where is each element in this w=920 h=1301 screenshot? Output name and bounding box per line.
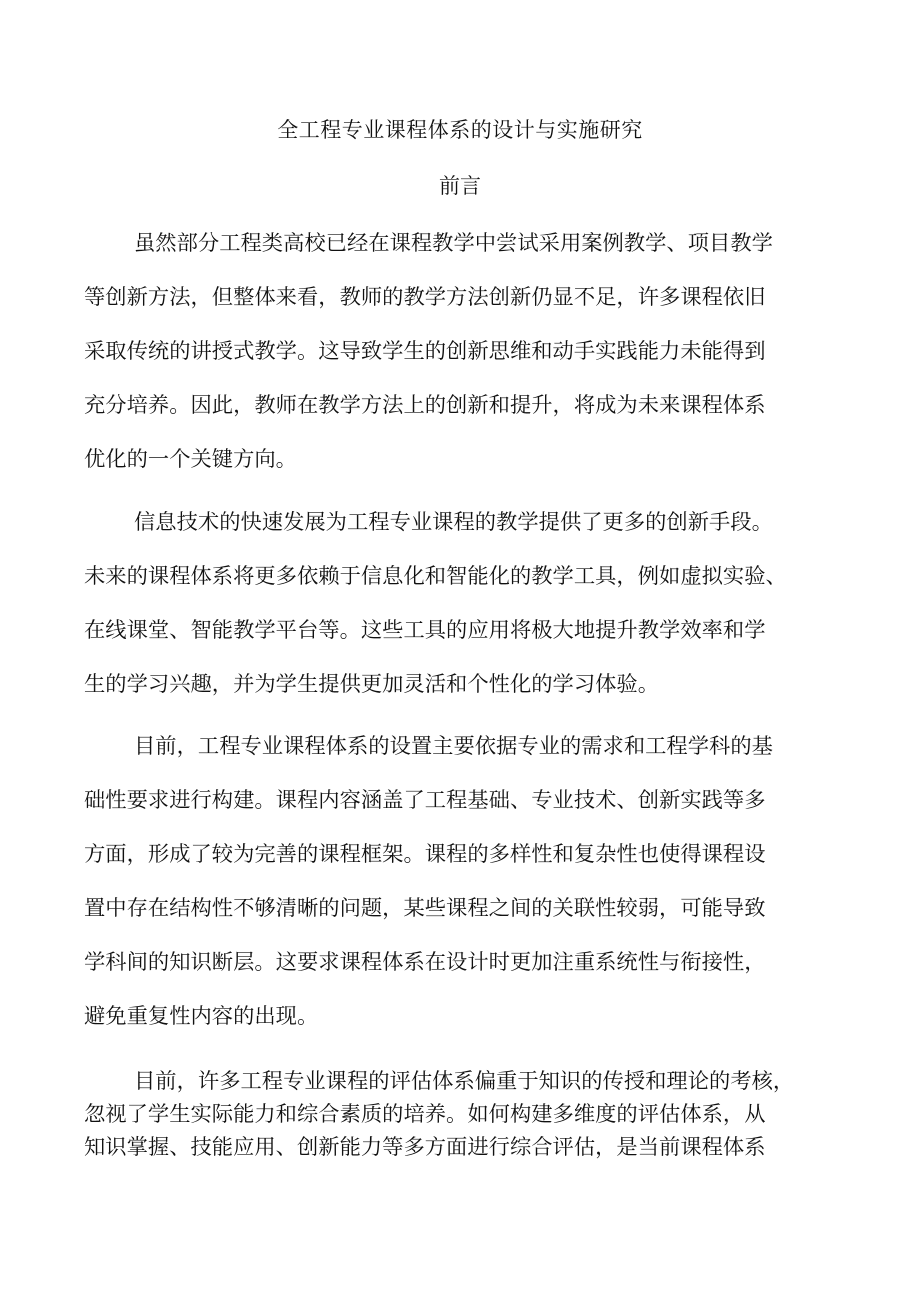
paragraph-line: 知识掌握、技能应用、创新能力等多方面进行综合评估，是当前课程体系 — [84, 1135, 766, 1160]
paragraph-line: 未来的课程体系将更多依赖于信息化和智能化的教学工具，例如虚拟实验、 — [84, 564, 787, 589]
paragraph-line: 虽然部分工程类高校已经在课程教学中尝试采用案例教学、项目教学 — [134, 231, 773, 256]
paragraph-line: 信息技术的快速发展为工程专业课程的教学提供了更多的创新手段。 — [134, 510, 773, 535]
paragraph-line: 采取传统的讲授式教学。这导致学生的创新思维和动手实践能力未能得到 — [84, 339, 766, 364]
document-title: 全工程专业课程体系的设计与实施研究 — [277, 118, 643, 142]
paragraph-line: 置中存在结构性不够清晰的问题，某些课程之间的关联性较弱，可能导致 — [84, 896, 766, 921]
paragraph-line: 目前，许多工程专业课程的评估体系偏重于知识的传授和理论的考核， — [134, 1069, 795, 1094]
paragraph-line: 等创新方法，但整体来看，教师的教学方法创新仍显不足，许多课程依旧 — [84, 285, 766, 310]
paragraph-line: 忽视了学生实际能力和综合素质的培养。如何构建多维度的评估体系，从 — [84, 1102, 766, 1127]
paragraph-line: 学科间的知识断层。这要求课程体系在设计时更加注重系统性与衔接性， — [84, 950, 766, 975]
paragraph-line: 充分培养。因此，教师在教学方法上的创新和提升，将成为未来课程体系 — [84, 393, 766, 418]
section-heading: 前言 — [439, 174, 481, 198]
paragraph-line: 避免重复性内容的出现。 — [84, 1004, 319, 1029]
paragraph-line: 目前，工程专业课程体系的设置主要依据专业的需求和工程学科的基 — [134, 734, 773, 759]
paragraph-line: 方面，形成了较为完善的课程框架。课程的多样性和复杂性也使得课程设 — [84, 842, 766, 867]
paragraph-line: 础性要求进行构建。课程内容涵盖了工程基础、专业技术、创新实践等多 — [84, 788, 766, 813]
paragraph-line: 优化的一个关键方向。 — [84, 447, 297, 472]
paragraph-line: 在线课堂、智能教学平台等。这些工具的应用将极大地提升教学效率和学 — [84, 618, 766, 643]
paragraph-line: 生的学习兴趣，并为学生提供更加灵活和个性化的学习体验。 — [84, 672, 660, 697]
